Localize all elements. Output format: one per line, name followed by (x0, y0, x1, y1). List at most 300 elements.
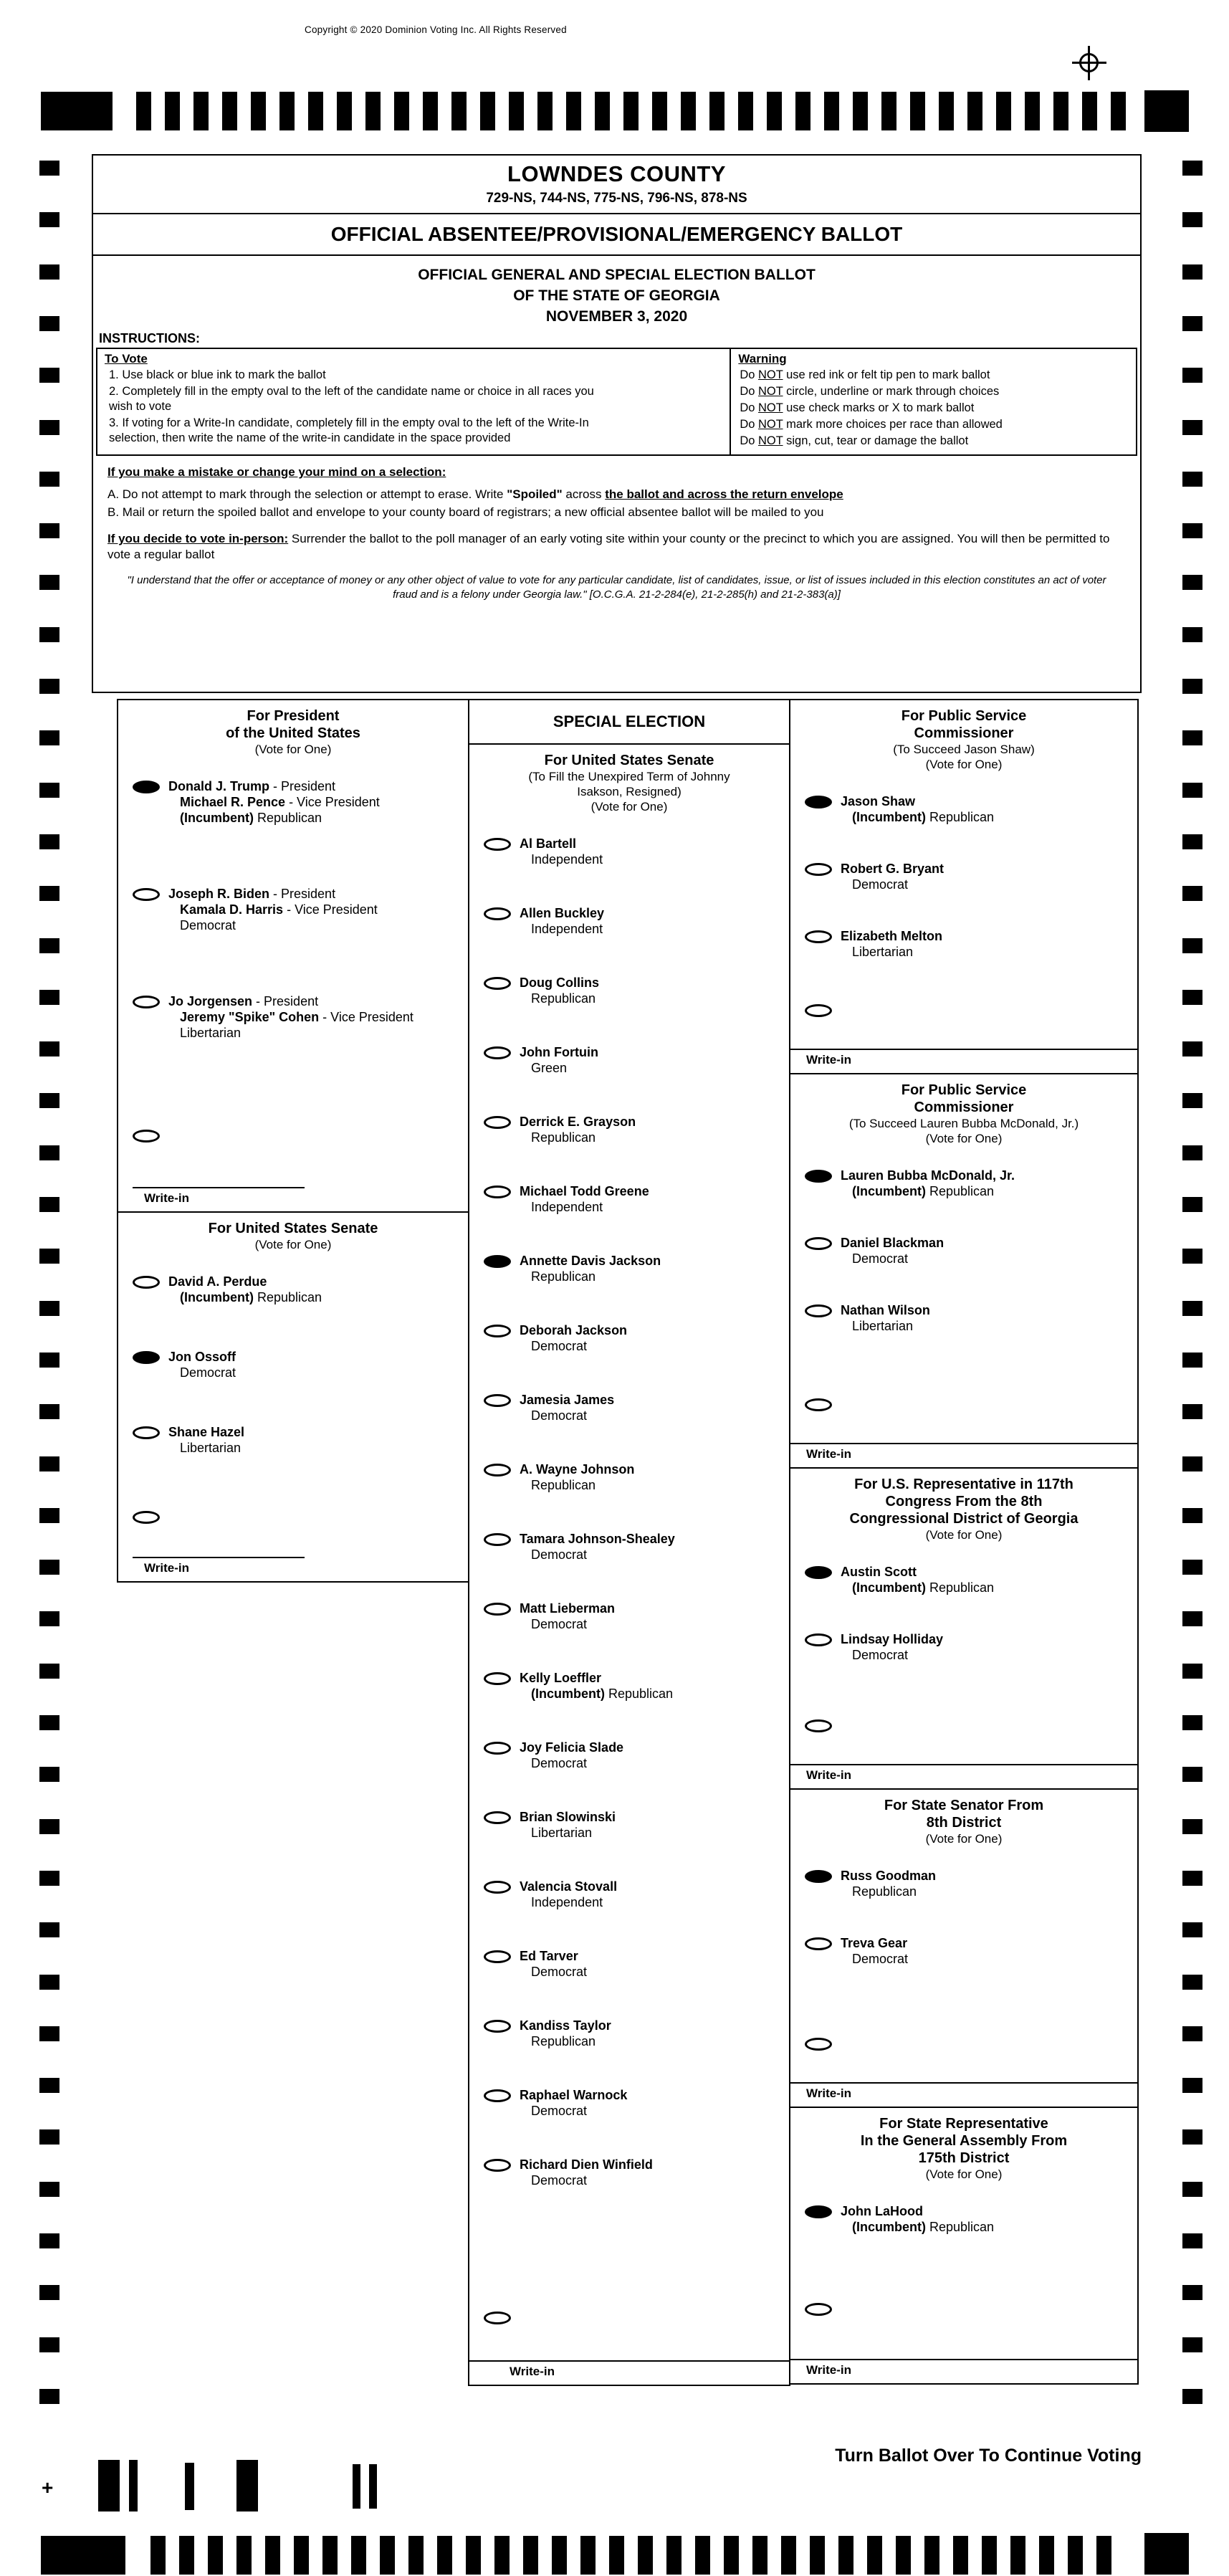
race-for-public-service-commissioner (789, 699, 1139, 1074)
write-in-oval[interactable] (133, 1130, 160, 1142)
vote-for-line: (Vote for One) (925, 1528, 1003, 1542)
write-in-line[interactable] (790, 2082, 1137, 2084)
timing-mark (1182, 420, 1202, 435)
candidate-detail-line: Republican (531, 991, 596, 1006)
candidate-name-line: Allen Buckley (520, 906, 605, 920)
timing-mark (39, 161, 59, 176)
candidate-detail-line: Democrat (180, 1365, 236, 1380)
candidate-detail-line: Green (531, 1061, 568, 1075)
ballot-oval-filled[interactable] (805, 796, 832, 808)
candidate-row (469, 1183, 789, 1215)
race-title-line: Congress From the 8th (885, 1494, 1043, 1509)
ballot-oval[interactable] (484, 1046, 511, 1059)
candidate-detail-line: Independent (531, 922, 603, 936)
ballot-oval[interactable] (484, 1950, 511, 1963)
candidate-name-line: John LaHood (841, 2204, 923, 2218)
warning-item: Do NOT mark more choices per race than allowed (740, 418, 1003, 431)
timing-mark (709, 92, 725, 130)
vote-for-line: (Vote for One) (925, 1832, 1003, 1846)
timing-mark (724, 2536, 739, 2575)
crosshair-vertical (1088, 46, 1090, 80)
registration-crosshair-icon (1072, 46, 1106, 80)
warning-title: Warning (738, 352, 787, 366)
instructions-heading: INSTRUCTIONS: (99, 331, 200, 345)
timing-mark (322, 2536, 338, 2575)
candidate-text (841, 1935, 908, 1967)
write-in-section (118, 1511, 468, 1581)
timing-mark (208, 2536, 223, 2575)
candidate-name-line: Derrick E. Grayson (520, 1115, 636, 1129)
in-person-text: Surrender the ballot to the poll manager of an early voting site within your county or the precinct to which you are assigned. You will then be permitted to vote a regular ballot (107, 532, 1110, 561)
timing-mark (1182, 1819, 1202, 1834)
race-header (790, 1797, 1137, 1846)
ballot-oval[interactable] (133, 1276, 160, 1289)
ballot-oval[interactable] (484, 977, 511, 990)
candidate-name-line: Michael Todd Greene (520, 1184, 649, 1198)
timing-mark (795, 92, 810, 130)
barcode-bar (236, 2460, 258, 2511)
candidate-text (841, 928, 942, 960)
write-in-label: Write-in (806, 1447, 851, 1461)
write-in-line[interactable] (133, 1187, 305, 1188)
to-vote-box (96, 348, 731, 456)
ballot-oval[interactable] (484, 2020, 511, 2033)
ballot-column-2 (468, 699, 790, 2386)
candidate-detail-line: Libertarian (531, 1826, 593, 1840)
write-in-line[interactable] (469, 2360, 789, 2362)
ballot-oval[interactable] (484, 2089, 511, 2102)
candidate-text (520, 1044, 598, 1076)
candidate-detail-line: Independent (531, 852, 603, 867)
county-row (93, 156, 1140, 214)
barcode-bar (353, 2464, 360, 2509)
timing-mark (1182, 2389, 1202, 2404)
timing-mark (236, 2536, 252, 2575)
timing-mark (39, 730, 59, 745)
candidate-text (168, 1274, 322, 1305)
candidate-detail-line: Libertarian (852, 945, 914, 959)
candidate-row (790, 2203, 1137, 2235)
candidate-text (168, 778, 380, 826)
timing-mark (1182, 264, 1202, 280)
ballot-column-1 (117, 699, 469, 1583)
candidate-row (118, 778, 468, 826)
mistake-a-mid: across (562, 487, 606, 501)
to-vote-title: To Vote (105, 352, 148, 366)
ballot-columns (117, 699, 1139, 2386)
timing-mark (924, 2536, 939, 2575)
candidate-text (168, 1349, 236, 1380)
timing-mark (222, 92, 237, 130)
timing-mark (824, 92, 839, 130)
candidate-list (118, 1274, 468, 1499)
mistake-item-b: B. Mail or return the spoiled ballot and envelope to your county board of registrars; a new official absentee ballot will be mailed to you (107, 505, 824, 519)
race-header (790, 1082, 1137, 1146)
candidate-name-line: Russ Goodman (841, 1869, 937, 1883)
write-in-label: Write-in (144, 1191, 189, 1205)
timing-mark (193, 92, 209, 130)
candidate-row (469, 975, 789, 1006)
candidate-detail-line: Republican (852, 1884, 917, 1899)
timing-mark (39, 1456, 59, 1471)
candidate-row (469, 1461, 789, 1493)
candidate-detail-line: (Incumbent) Republican (852, 1580, 995, 1595)
timing-mark (1182, 990, 1202, 1005)
candidate-text (520, 1879, 617, 1910)
candidate-detail-line: Democrat (531, 1617, 588, 1631)
race-title-line: For State Representative (879, 2116, 1048, 2132)
alignment-plus-icon: + (42, 2476, 54, 2499)
candidate-text (520, 2018, 611, 2049)
write-in-line[interactable] (790, 2359, 1137, 2360)
candidate-detail-line: Democrat (531, 1965, 588, 1979)
ballot-column-3 (789, 699, 1139, 2385)
ballot-oval[interactable] (484, 1394, 511, 1407)
write-in-label: Write-in (806, 1053, 851, 1067)
write-in-line[interactable] (790, 1049, 1137, 1050)
race-header (790, 2115, 1137, 2182)
candidate-detail-line: Michael R. Pence - Vice President (180, 795, 380, 809)
ballot-oval[interactable] (484, 1672, 511, 1685)
candidate-name-line: Tamara Johnson-Shealey (520, 1532, 675, 1546)
timing-mark (781, 2536, 796, 2575)
candidate-list (118, 778, 468, 1101)
candidate-name-line: Kelly Loeffler (520, 1671, 602, 1685)
ballot-oval-filled[interactable] (133, 781, 160, 793)
vote-for-line: (Vote for One) (925, 758, 1003, 771)
ballot-oval-filled[interactable] (484, 1255, 511, 1268)
timing-mark (39, 1404, 59, 1419)
candidate-text (520, 1392, 614, 1423)
timing-mark (1182, 783, 1202, 798)
candidate-row (790, 1235, 1137, 1266)
write-in-oval[interactable] (133, 1511, 160, 1524)
write-in-section (790, 2303, 1137, 2383)
write-in-oval[interactable] (484, 2312, 511, 2324)
candidate-row (469, 1253, 789, 1284)
ballot-oval[interactable] (484, 1603, 511, 1616)
timing-mark (881, 92, 896, 130)
timing-mark (1068, 2536, 1083, 2575)
timing-mark (1039, 2536, 1054, 2575)
timing-mark (1182, 523, 1202, 538)
candidate-name-line: Nathan Wilson (841, 1303, 930, 1317)
write-in-oval[interactable] (805, 2038, 832, 2051)
timing-mark (1082, 92, 1097, 130)
candidate-name-line: Valencia Stovall (520, 1879, 618, 1894)
timing-mark (39, 1353, 59, 1368)
timing-mark (1182, 2026, 1202, 2041)
mistake-a-spoiled: "Spoiled" (507, 487, 563, 501)
timing-mark (39, 1093, 59, 1108)
ballot-oval[interactable] (484, 1742, 511, 1755)
race-for-state-senator-from-8th-district (789, 1788, 1139, 2108)
race-title-line: In the General Assembly From (860, 2133, 1068, 2149)
candidate-text (168, 993, 413, 1041)
timing-mark (179, 2536, 194, 2575)
write-in-section (790, 1398, 1137, 1467)
timing-mark (1182, 1301, 1202, 1316)
candidate-name-line: Al Bartell (520, 836, 577, 851)
race-title-line: For Public Service (901, 1082, 1027, 1098)
timing-mark (1182, 1664, 1202, 1679)
candidate-text (841, 1868, 936, 1899)
timing-mark (39, 627, 59, 642)
timing-mark (380, 2536, 395, 2575)
ballot-oval[interactable] (805, 1304, 832, 1317)
write-in-oval[interactable] (805, 2303, 832, 2316)
race-title-line: For United States Senate (544, 753, 714, 768)
candidate-name-line: Shane Hazel (168, 1425, 245, 1439)
ballot-oval[interactable] (805, 1633, 832, 1646)
timing-mark (638, 2536, 653, 2575)
timing-mark (752, 2536, 767, 2575)
candidate-list (790, 1168, 1137, 1370)
candidate-detail-line: Democrat (852, 1251, 909, 1266)
ballot-oval[interactable] (484, 1325, 511, 1337)
candidate-list (790, 1868, 1137, 2003)
candidate-text (841, 793, 994, 825)
candidate-detail-line: (Incumbent) Republican (852, 1184, 995, 1198)
candidate-detail-line: Democrat (531, 2173, 588, 2188)
timing-mark-long (41, 92, 113, 130)
ballot-oval[interactable] (484, 1811, 511, 1824)
timing-mark (509, 92, 524, 130)
timing-mark (953, 2536, 968, 2575)
timing-mark (39, 264, 59, 280)
timing-mark (1182, 1041, 1202, 1056)
candidate-text (520, 1809, 616, 1841)
vote-for-line: (Vote for One) (254, 743, 332, 756)
ballot-oval[interactable] (805, 863, 832, 876)
race-title-line: For U.S. Representative in 117th (854, 1477, 1073, 1492)
ballot-oval-filled[interactable] (805, 1170, 832, 1183)
candidate-detail-line: Democrat (531, 1756, 588, 1770)
candidate-detail-line: Independent (531, 1895, 603, 1909)
ballot-oval[interactable] (484, 1533, 511, 1546)
race-title-line: For State Senator From (884, 1798, 1044, 1813)
candidate-text (841, 1631, 943, 1663)
candidate-row (790, 1935, 1137, 1967)
candidate-row (469, 1948, 789, 1980)
candidate-detail-line: Democrat (180, 918, 236, 932)
candidate-row (118, 1349, 468, 1380)
candidate-detail-line: Libertarian (180, 1026, 242, 1040)
candidate-name-line: A. Wayne Johnson (520, 1462, 635, 1477)
candidate-detail-line: (Incumbent) Republican (180, 1290, 322, 1304)
timing-mark (136, 92, 151, 130)
timing-mark (523, 2536, 538, 2575)
write-in-oval[interactable] (805, 1398, 832, 1411)
warning-box (731, 348, 1137, 456)
write-in-label: Write-in (806, 2363, 851, 2377)
timing-mark (810, 2536, 825, 2575)
ballot-oval[interactable] (805, 1937, 832, 1950)
ballot-oval[interactable] (484, 2159, 511, 2172)
timing-mark (39, 990, 59, 1005)
ballot-oval-filled[interactable] (805, 1566, 832, 1579)
timing-mark (39, 1560, 59, 1575)
candidate-name-line: Jason Shaw (841, 794, 916, 808)
candidate-row (790, 1168, 1137, 1199)
timing-mark (1182, 1611, 1202, 1626)
timing-mark (39, 1197, 59, 1212)
candidate-detail-line: Libertarian (852, 1319, 914, 1333)
timing-mark (1182, 472, 1202, 487)
timing-mark (39, 212, 59, 227)
write-in-line[interactable] (790, 1443, 1137, 1444)
ballot-oval[interactable] (805, 1237, 832, 1250)
to-vote-item: 1. Use black or blue ink to mark the ballot (109, 368, 326, 381)
timing-mark (566, 92, 581, 130)
timing-mark (1182, 212, 1202, 227)
candidate-detail-line: (Incumbent) Republican (852, 2220, 995, 2234)
write-in-section (790, 1004, 1137, 1073)
timing-mark (1182, 2078, 1202, 2093)
timing-mark (39, 2078, 59, 2093)
candidate-row (790, 928, 1137, 960)
county-name: LOWNDES COUNTY (507, 161, 726, 186)
ballot-header-box (92, 154, 1142, 693)
candidate-text (520, 2157, 653, 2188)
ballot-oval[interactable] (484, 1464, 511, 1477)
to-vote-item: 3. If voting for a Write-In candidate, completely fill in the empty oval to the left of the Write-In selection, then write the name of the write-in candidate in the space provided (109, 416, 589, 444)
candidate-row (118, 886, 468, 933)
candidate-list (790, 2203, 1137, 2271)
race-for-u-s-representative-in-117th-congress-from-the-8th-congressional-district-of-georgia (789, 1467, 1139, 1790)
timing-mark (308, 92, 323, 130)
timing-mark (451, 92, 467, 130)
timing-mark (767, 92, 782, 130)
candidate-name-line: John Fortuin (520, 1045, 598, 1059)
race-for-public-service-commissioner (789, 1073, 1139, 1469)
candidate-row (118, 1424, 468, 1456)
race-header (118, 707, 468, 757)
candidate-text (841, 2203, 994, 2235)
timing-mark (1025, 92, 1040, 130)
candidate-list (790, 1564, 1137, 1699)
candidate-name-line: David A. Perdue (168, 1274, 267, 1289)
timing-mark (967, 92, 982, 130)
timing-mark (265, 2536, 280, 2575)
candidate-row (469, 1809, 789, 1841)
candidate-text (520, 1740, 623, 1771)
timing-mark (39, 1041, 59, 1056)
race-subtitle-line: (To Succeed Lauren Bubba McDonald, Jr.) (848, 1117, 1079, 1130)
timing-mark (623, 92, 639, 130)
timing-mark (408, 2536, 424, 2575)
race-header (469, 752, 789, 814)
timing-mark (1182, 938, 1202, 953)
candidate-row (790, 1868, 1137, 1899)
timing-mark (39, 2285, 59, 2300)
barcode-bar (185, 2463, 194, 2510)
timing-mark (39, 1301, 59, 1316)
candidate-row (469, 2087, 789, 2119)
race-title-line: Commissioner (914, 1099, 1014, 1115)
race-subtitle-line: Isakson, Resigned) (577, 785, 682, 798)
timing-mark (39, 2182, 59, 2197)
candidate-row (469, 1114, 789, 1145)
ballot-oval[interactable] (484, 1116, 511, 1129)
candidate-name-line: Joseph R. Biden - President (168, 887, 336, 901)
write-in-line[interactable] (133, 1557, 305, 1558)
to-vote-items (105, 368, 722, 446)
ballot-oval-filled[interactable] (133, 1351, 160, 1364)
timing-mark (1182, 2129, 1202, 2145)
timing-mark (39, 2026, 59, 2041)
ballot-oval[interactable] (133, 888, 160, 901)
ballot-type-title: OFFICIAL ABSENTEE/PROVISIONAL/EMERGENCY BALLOT (93, 214, 1140, 256)
timing-mark (552, 2536, 567, 2575)
ballot-oval-filled[interactable] (805, 1870, 832, 1883)
write-in-line[interactable] (790, 1764, 1137, 1765)
timing-mark (1182, 1145, 1202, 1160)
ballot-oval[interactable] (805, 930, 832, 943)
timing-mark (1182, 1197, 1202, 1212)
candidate-name-line: Matt Lieberman (520, 1601, 616, 1616)
candidate-row (469, 1740, 789, 1771)
candidate-name-line: Ed Tarver (520, 1949, 578, 1963)
timing-mark (1182, 1353, 1202, 1368)
candidate-name-line: Brian Slowinski (520, 1810, 616, 1824)
timing-mark (466, 2536, 481, 2575)
timing-mark (1182, 368, 1202, 383)
vote-for-line: (Vote for One) (925, 2167, 1003, 2181)
timing-mark (738, 92, 753, 130)
ballot-oval[interactable] (484, 1186, 511, 1198)
election-title-block (93, 256, 1140, 328)
candidate-detail-line: Republican (531, 1269, 596, 1284)
ballot-oval[interactable] (133, 996, 160, 1008)
candidate-detail-line: Republican (531, 1478, 596, 1492)
race-title-line: Commissioner (914, 725, 1014, 741)
ballot-oval[interactable] (484, 1881, 511, 1894)
write-in-section (469, 2312, 789, 2385)
warning-item: Do NOT sign, cut, tear or damage the ballot (740, 434, 969, 447)
candidate-list (790, 793, 1137, 996)
timing-mark (1182, 1767, 1202, 1782)
candidate-detail-line: Jeremy "Spike" Cohen - Vice President (180, 1010, 413, 1024)
timing-mark (1182, 2285, 1202, 2300)
ballot-oval[interactable] (133, 1426, 160, 1439)
fraud-notice: "I understand that the offer or acceptance of money or any other object of value to vote for any particular candidate, list of candidates, issue, or list of issues included in this election constitutes an act of voter fraud and is a felony under Georgia law." [O.C.G.A. 21-2-284(e), 21-2-285(h) and 21-2-383(a)] (127, 574, 1106, 601)
timing-mark (39, 368, 59, 383)
candidate-detail-line: (Incumbent) Republican (180, 811, 322, 825)
timing-mark (150, 2536, 166, 2575)
timing-mark (39, 523, 59, 538)
candidate-name-line: Elizabeth Melton (841, 929, 943, 943)
timing-mark (39, 783, 59, 798)
write-in-label: Write-in (806, 1768, 851, 1782)
timing-mark (1182, 1456, 1202, 1471)
candidate-detail-line: (Incumbent) Republican (852, 810, 995, 824)
timing-mark (39, 2389, 59, 2404)
timing-mark (595, 92, 610, 130)
barcode-bar (369, 2464, 377, 2509)
timing-mark (437, 2536, 452, 2575)
write-in-oval[interactable] (805, 1719, 832, 1732)
candidate-row (790, 1564, 1137, 1595)
warning-item: Do NOT use check marks or X to mark ballot (740, 401, 975, 414)
timing-mark (1182, 1404, 1202, 1419)
ballot-oval[interactable] (484, 838, 511, 851)
ballot-oval-filled[interactable] (805, 2205, 832, 2218)
race-title-line: For President (247, 708, 340, 724)
write-in-oval[interactable] (805, 1004, 832, 1017)
race-title-line: For Public Service (901, 708, 1027, 724)
ballot-oval[interactable] (484, 907, 511, 920)
